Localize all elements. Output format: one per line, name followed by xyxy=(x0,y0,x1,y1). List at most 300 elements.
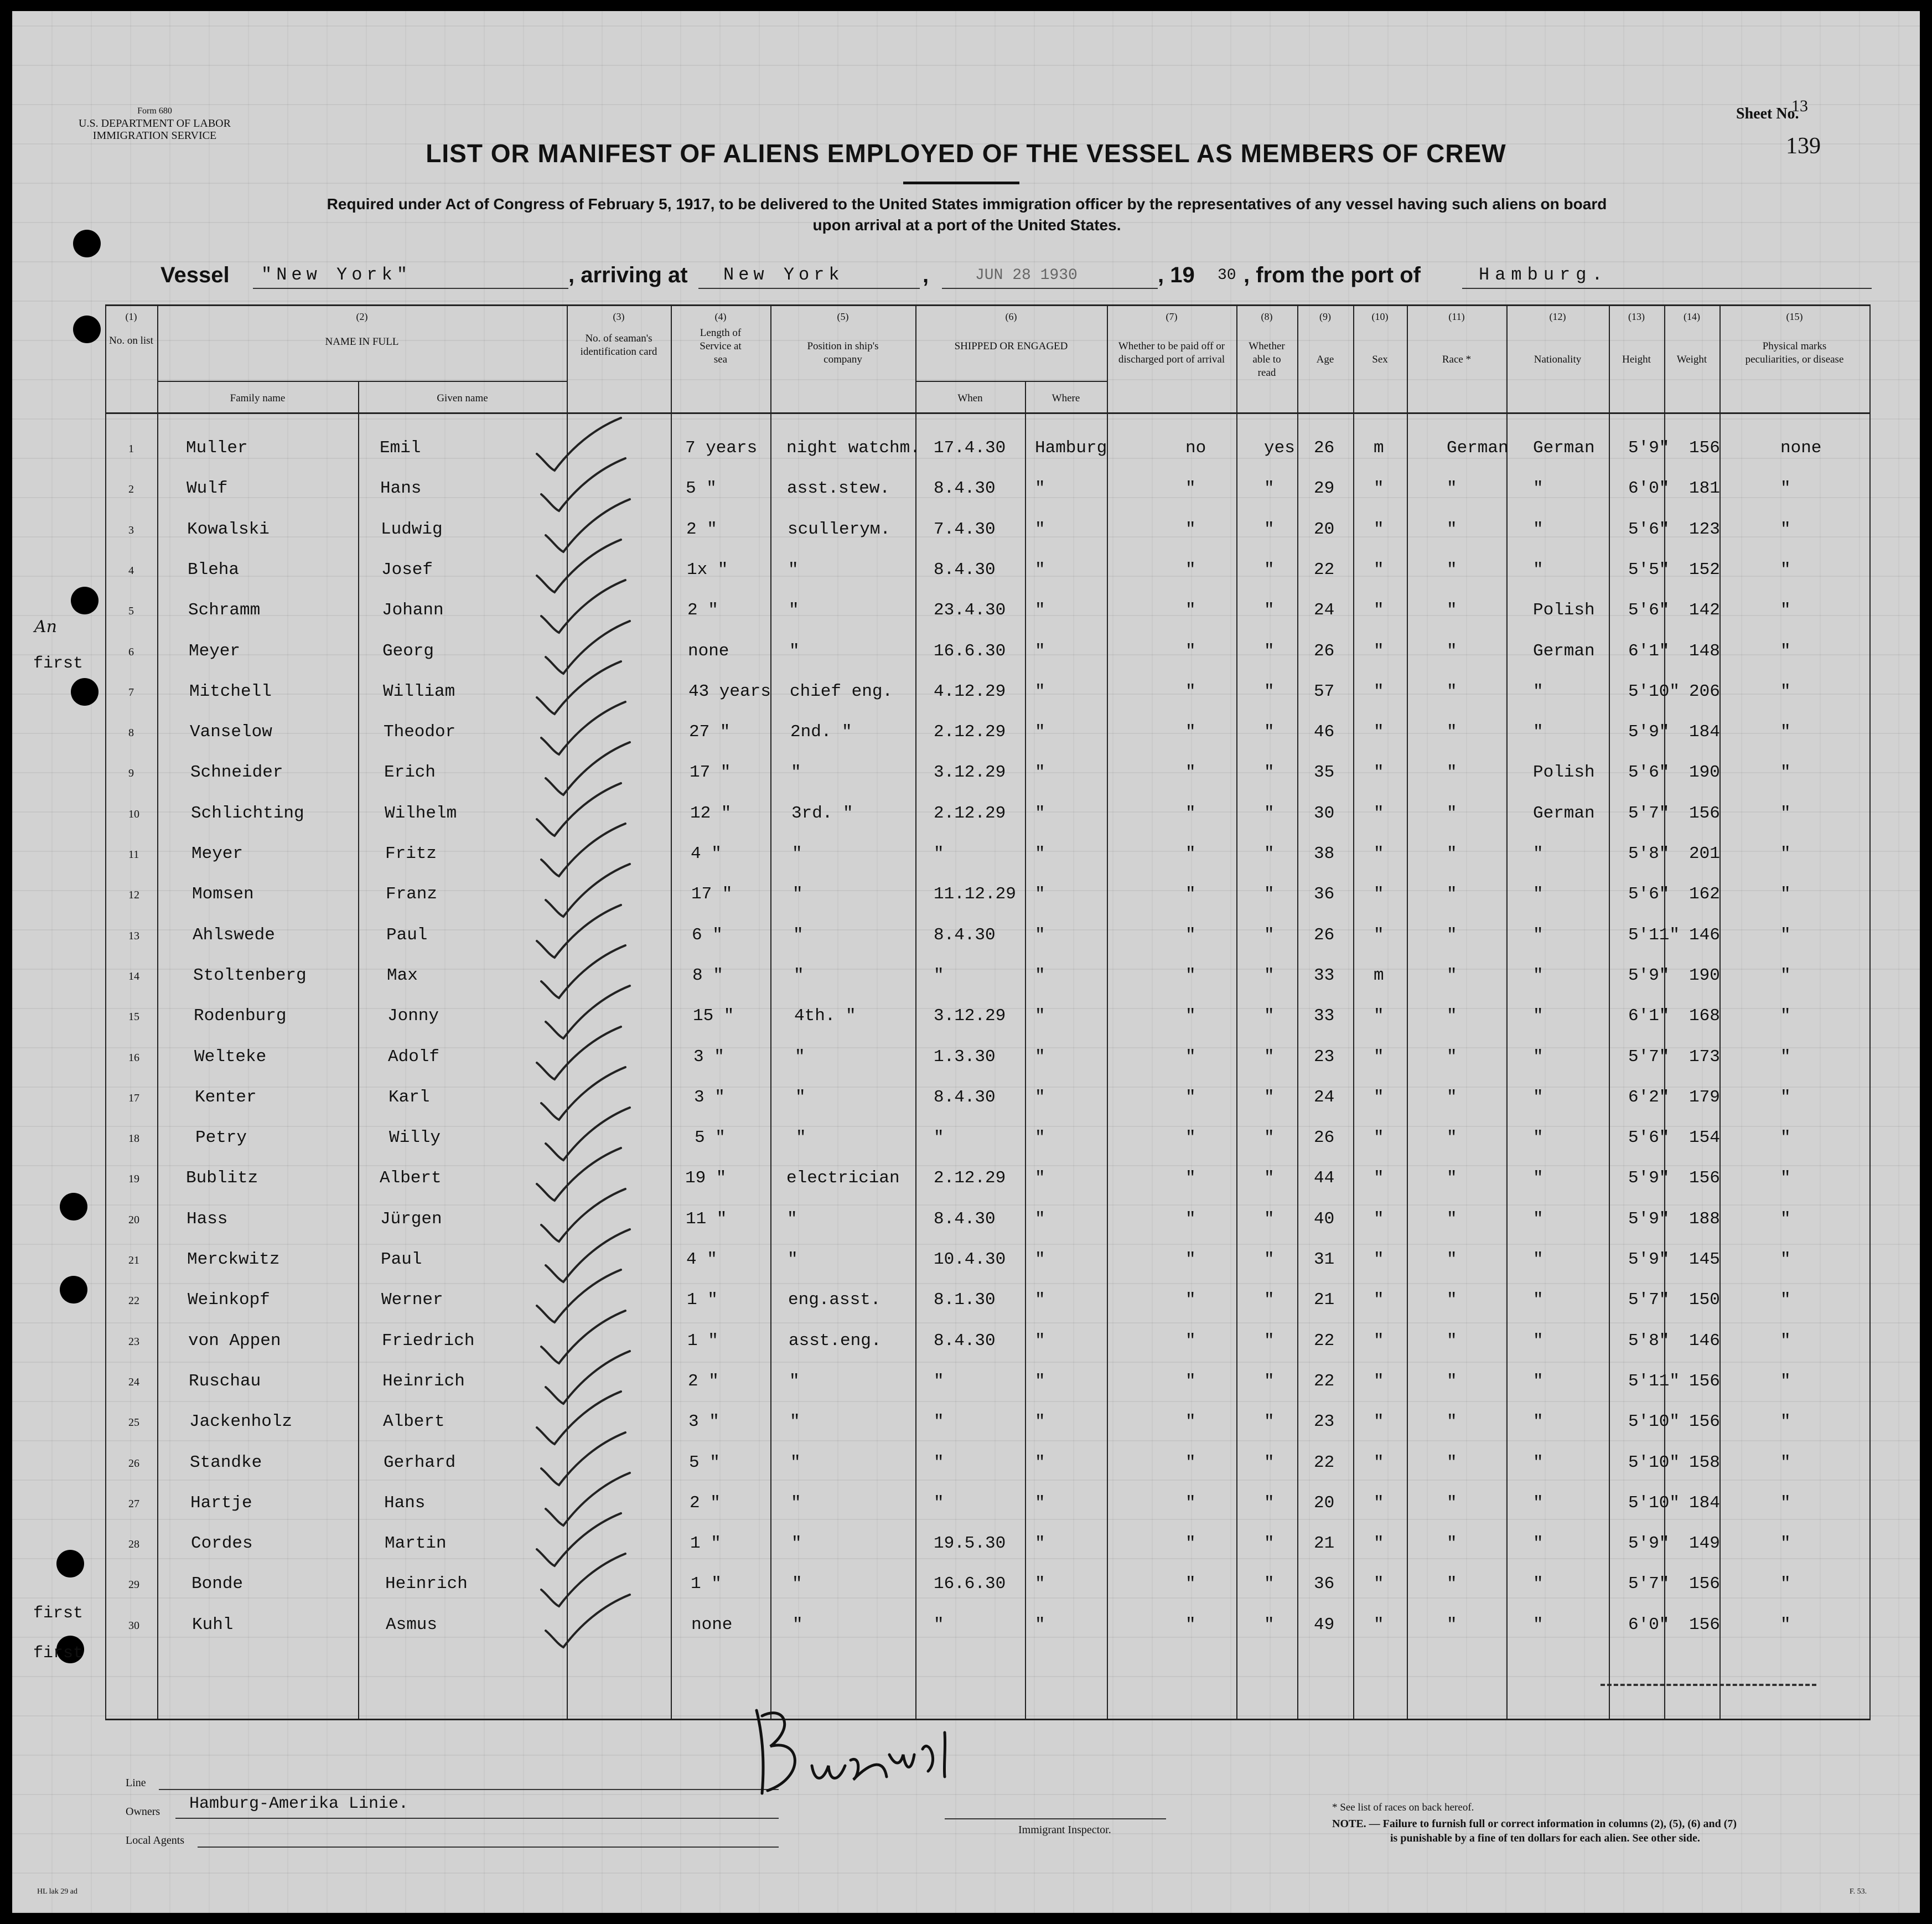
service-length: 5 " xyxy=(689,1452,720,1472)
table-row xyxy=(12,681,1920,721)
row-number: 1 xyxy=(128,443,134,455)
service-length: 17 " xyxy=(691,885,733,904)
table-row xyxy=(12,965,1920,1005)
col8-number: (8) xyxy=(1261,311,1273,322)
nationality: " xyxy=(1533,1412,1543,1432)
row-number: 14 xyxy=(128,970,139,982)
race: " xyxy=(1447,1574,1457,1594)
age: 29 xyxy=(1314,479,1335,499)
col6-header xyxy=(915,310,1107,353)
position: " xyxy=(793,1615,803,1635)
table-row xyxy=(12,1370,1920,1410)
weight: 190 xyxy=(1689,965,1720,985)
paid-off: " xyxy=(1185,803,1196,823)
shipped-when: " xyxy=(934,1615,944,1635)
weight: 162 xyxy=(1689,885,1720,904)
able-to-read: " xyxy=(1264,560,1275,580)
shipped-where: " xyxy=(1035,1290,1045,1310)
row-number: 9 xyxy=(128,767,134,780)
able-to-read: " xyxy=(1264,1574,1275,1594)
sex: " xyxy=(1374,479,1384,499)
given-name: Jürgen xyxy=(380,1209,442,1229)
row-number: 2 xyxy=(128,483,134,496)
row-number: 5 xyxy=(128,605,134,618)
paid-off: " xyxy=(1185,479,1196,499)
position: " xyxy=(788,560,799,580)
able-to-read: " xyxy=(1264,1615,1275,1635)
age: 22 xyxy=(1314,1452,1335,1472)
table-row xyxy=(12,559,1920,599)
col8-header xyxy=(1236,310,1297,380)
height: 5'11" xyxy=(1628,1371,1680,1391)
race: German xyxy=(1447,438,1509,458)
family-name: Schlichting xyxy=(191,803,304,823)
weight: 123 xyxy=(1689,519,1720,539)
physical-marks: " xyxy=(1780,1452,1791,1472)
row-number: 22 xyxy=(128,1295,139,1307)
height: 5'6" xyxy=(1628,885,1670,904)
arrival-comma: , xyxy=(923,263,929,287)
race: " xyxy=(1447,1128,1457,1148)
shipped-where: " xyxy=(1035,1087,1045,1107)
shipped-where: " xyxy=(1035,925,1045,945)
given-name: Albert xyxy=(383,1412,445,1432)
margin-note: An xyxy=(34,617,57,637)
age: 26 xyxy=(1314,438,1335,458)
row-number: 6 xyxy=(128,645,134,658)
year-value: 30 xyxy=(1218,267,1236,284)
row-number: 19 xyxy=(128,1173,139,1186)
age: 26 xyxy=(1314,641,1335,661)
shipped-when: 8.4.30 xyxy=(934,925,996,945)
nationality: " xyxy=(1533,1168,1543,1188)
note-line-2: is punishable by a fine of ten dollars for each alien. See other side. xyxy=(1390,1832,1700,1844)
race: " xyxy=(1447,925,1457,945)
service-length: none xyxy=(691,1615,733,1635)
weight: 184 xyxy=(1689,1493,1720,1513)
age: 21 xyxy=(1314,1290,1335,1310)
shipped-when: " xyxy=(934,844,944,863)
given-name: Erich xyxy=(384,763,436,783)
family-name: Hartje xyxy=(190,1493,252,1513)
family-name: Schramm xyxy=(188,601,261,620)
owners-underline xyxy=(175,1818,779,1819)
sex: " xyxy=(1374,763,1384,783)
table-row xyxy=(12,1452,1920,1492)
sex: " xyxy=(1374,925,1384,945)
shipped-when: " xyxy=(934,1493,944,1513)
shipped-when: 19.5.30 xyxy=(934,1534,1006,1554)
inspector-underline xyxy=(945,1818,1166,1819)
row-number: 15 xyxy=(128,1011,139,1023)
height: 5'9" xyxy=(1628,722,1670,742)
shipped-where: " xyxy=(1035,1371,1045,1391)
nationality: " xyxy=(1533,1574,1543,1594)
paid-off: " xyxy=(1185,1615,1196,1635)
paid-off: " xyxy=(1185,1128,1196,1148)
shipped-when: 16.6.30 xyxy=(934,641,1006,661)
able-to-read: " xyxy=(1264,1087,1275,1107)
given-name: Werner xyxy=(381,1290,443,1310)
able-to-read: " xyxy=(1264,1047,1275,1067)
form-identifier xyxy=(79,105,231,142)
shipped-where: " xyxy=(1035,1128,1045,1148)
shipped-where: " xyxy=(1035,560,1045,580)
race: " xyxy=(1447,1615,1457,1635)
race: " xyxy=(1447,1412,1457,1432)
col8-label: Whether able to read xyxy=(1249,340,1285,379)
position: " xyxy=(794,965,804,985)
given-name: Franz xyxy=(386,885,438,904)
row-number: 23 xyxy=(128,1335,139,1348)
weight: 206 xyxy=(1689,681,1720,701)
shipped-where: " xyxy=(1035,1534,1045,1554)
date-underline xyxy=(942,288,1158,289)
given-name: Friedrich xyxy=(382,1331,475,1351)
race: " xyxy=(1447,965,1457,985)
sex: " xyxy=(1374,1412,1384,1432)
family-name: Weinkopf xyxy=(188,1290,270,1310)
physical-marks: " xyxy=(1780,885,1791,904)
given-name: Paul xyxy=(386,925,428,945)
position: " xyxy=(793,885,803,904)
vessel-label: Vessel xyxy=(160,263,230,287)
position: " xyxy=(791,1493,801,1513)
row-number: 30 xyxy=(128,1619,139,1632)
physical-marks: " xyxy=(1780,1331,1791,1351)
col6-where-header: Where xyxy=(1052,392,1080,404)
shipped-where: " xyxy=(1035,1452,1045,1472)
sex: " xyxy=(1374,1006,1384,1026)
row-number: 29 xyxy=(128,1579,139,1591)
col12-header xyxy=(1506,310,1609,366)
col6-when-header: When xyxy=(957,392,983,404)
service-length: 6 " xyxy=(692,925,723,945)
name-split-rule xyxy=(157,381,567,382)
given-name: Asmus xyxy=(386,1615,438,1635)
col7-header xyxy=(1107,310,1236,366)
weight: 190 xyxy=(1689,763,1720,783)
physical-marks: " xyxy=(1780,965,1791,985)
page-stamp: 139 xyxy=(1786,133,1821,159)
sex: " xyxy=(1374,1168,1384,1188)
physical-marks: " xyxy=(1780,1574,1791,1594)
shipped-when: 2.12.29 xyxy=(934,803,1006,823)
physical-marks: " xyxy=(1780,641,1791,661)
shipped-where: Hamburg xyxy=(1035,438,1107,458)
table-top-rule xyxy=(105,304,1871,306)
shipped-when: 8.4.30 xyxy=(934,479,996,499)
sex: " xyxy=(1374,601,1384,620)
table-bottom-rule xyxy=(105,1719,1871,1720)
able-to-read: " xyxy=(1264,965,1275,985)
sex: " xyxy=(1374,1574,1384,1594)
race: " xyxy=(1447,1209,1457,1229)
height: 5'10" xyxy=(1628,1493,1680,1513)
shipped-when: 8.4.30 xyxy=(934,1209,996,1229)
able-to-read: " xyxy=(1264,722,1275,742)
physical-marks: " xyxy=(1780,560,1791,580)
family-name: Ahlswede xyxy=(193,925,275,945)
race: " xyxy=(1447,641,1457,661)
row-number: 24 xyxy=(128,1375,139,1388)
physical-marks: " xyxy=(1780,601,1791,620)
row-number: 3 xyxy=(128,524,134,536)
nationality: Polish xyxy=(1533,763,1595,783)
table-end-dashes xyxy=(1600,1684,1816,1686)
height: 5'6" xyxy=(1628,519,1670,539)
position: " xyxy=(788,1250,798,1269)
race: " xyxy=(1447,844,1457,863)
family-name: Merckwitz xyxy=(187,1250,280,1269)
able-to-read: " xyxy=(1264,1371,1275,1391)
height: 5'7" xyxy=(1628,1290,1670,1310)
sex: " xyxy=(1374,844,1384,863)
service-length: 15 " xyxy=(693,1006,734,1026)
shipped-where: " xyxy=(1035,1250,1045,1269)
shipped-where: " xyxy=(1035,1168,1045,1188)
given-name: Theodor xyxy=(384,722,456,742)
col2-family-header: Family name xyxy=(230,392,286,404)
physical-marks: " xyxy=(1780,1168,1791,1188)
shipped-where: " xyxy=(1035,519,1045,539)
family-name: Bleha xyxy=(188,560,240,580)
paid-off: " xyxy=(1185,681,1196,701)
family-name: Kowalski xyxy=(187,519,270,539)
service-length: 1 " xyxy=(687,1290,718,1310)
paid-off: " xyxy=(1185,560,1196,580)
weight: 181 xyxy=(1689,479,1720,499)
inspector-signature xyxy=(745,1694,978,1810)
shipped-when: 3.12.29 xyxy=(934,763,1006,783)
department-name: U.S. DEPARTMENT OF LABOR xyxy=(79,117,231,130)
service-length: 5 " xyxy=(695,1128,726,1148)
table-row xyxy=(12,1289,1920,1329)
height: 5'5" xyxy=(1628,560,1670,580)
weight: 156 xyxy=(1689,1412,1720,1432)
physical-marks: " xyxy=(1780,479,1791,499)
paid-off: " xyxy=(1185,1452,1196,1472)
col4-number: (4) xyxy=(714,311,727,322)
weight: 184 xyxy=(1689,722,1720,742)
able-to-read: " xyxy=(1264,1452,1275,1472)
given-name: Hans xyxy=(380,479,422,499)
table-row xyxy=(12,1573,1920,1613)
table-row xyxy=(12,1087,1920,1126)
able-to-read: " xyxy=(1264,1168,1275,1188)
page-title: LIST OR MANIFEST OF ALIENS EMPLOYED OF THE VESSEL AS MEMBERS OF CREW xyxy=(426,139,1506,168)
nationality: " xyxy=(1533,1493,1543,1513)
col10-header xyxy=(1353,310,1407,366)
position: " xyxy=(795,1087,806,1107)
col10-label: Sex xyxy=(1372,354,1388,365)
shipped-where: " xyxy=(1035,965,1045,985)
physical-marks: " xyxy=(1780,1290,1791,1310)
age: 33 xyxy=(1314,965,1335,985)
col4-header xyxy=(671,310,770,366)
shipped-when: 2.12.29 xyxy=(934,1168,1006,1188)
col9-header xyxy=(1297,310,1353,366)
shipped-when: 8.1.30 xyxy=(934,1290,996,1310)
paid-off: " xyxy=(1185,1006,1196,1026)
paid-off: " xyxy=(1185,925,1196,945)
shipped-when: 8.4.30 xyxy=(934,560,996,580)
nationality: " xyxy=(1533,479,1543,499)
col5-header xyxy=(770,310,915,366)
family-name: Rodenburg xyxy=(194,1006,287,1026)
nationality: Polish xyxy=(1533,601,1595,620)
col1-number: (1) xyxy=(125,311,137,322)
local-agents-label: Local Agents xyxy=(126,1834,185,1847)
able-to-read: " xyxy=(1264,479,1275,499)
position: 2nd. " xyxy=(790,722,852,742)
table-row xyxy=(12,1167,1920,1207)
sex: " xyxy=(1374,681,1384,701)
position: " xyxy=(795,1047,805,1067)
col13-label: Height xyxy=(1622,354,1651,365)
table-row xyxy=(12,1127,1920,1167)
sex: " xyxy=(1374,1534,1384,1554)
sex: " xyxy=(1374,641,1384,661)
col11-header xyxy=(1407,310,1506,366)
age: 31 xyxy=(1314,1250,1335,1269)
shipped-where: " xyxy=(1035,1047,1045,1067)
service-length: 17 " xyxy=(690,763,731,783)
table-row xyxy=(12,843,1920,883)
able-to-read: " xyxy=(1264,1250,1275,1269)
height: 6'1" xyxy=(1628,641,1670,661)
row-number: 18 xyxy=(128,1132,139,1145)
able-to-read: " xyxy=(1264,601,1275,620)
age: 40 xyxy=(1314,1209,1335,1229)
paid-off: " xyxy=(1185,601,1196,620)
race: " xyxy=(1447,1006,1457,1026)
able-to-read: " xyxy=(1264,1209,1275,1229)
table-row xyxy=(12,762,1920,801)
race: " xyxy=(1447,1290,1457,1310)
year-label: , 19 xyxy=(1158,263,1195,287)
nationality: " xyxy=(1533,1250,1543,1269)
age: 36 xyxy=(1314,885,1335,904)
able-to-read: " xyxy=(1264,885,1275,904)
service-length: 4 " xyxy=(686,1250,717,1269)
position: " xyxy=(791,1534,802,1554)
race: " xyxy=(1447,479,1457,499)
col7-number: (7) xyxy=(1166,311,1178,322)
shipped-where: " xyxy=(1035,844,1045,863)
col7-label: Whether to be paid off or discharged port of arrival xyxy=(1118,340,1225,365)
able-to-read: " xyxy=(1264,803,1275,823)
shipped-where: " xyxy=(1035,1331,1045,1351)
shipped-when: 1.3.30 xyxy=(934,1047,996,1067)
sheet-label: Sheet No. xyxy=(1736,105,1799,122)
table-row xyxy=(12,599,1920,639)
weight: 168 xyxy=(1689,1006,1720,1026)
height: 5'7" xyxy=(1628,803,1670,823)
paid-off: " xyxy=(1185,1534,1196,1554)
shipped-where: " xyxy=(1035,803,1045,823)
shipped-when: 7.4.30 xyxy=(934,519,996,539)
col2-given-header: Given name xyxy=(437,392,488,404)
sex: " xyxy=(1374,1290,1384,1310)
weight: 156 xyxy=(1689,438,1720,458)
family-name: Bonde xyxy=(191,1574,244,1594)
weight: 173 xyxy=(1689,1047,1720,1067)
given-name: Martin xyxy=(385,1534,447,1554)
subtitle xyxy=(151,194,1783,236)
row-number: 28 xyxy=(128,1538,139,1551)
position: " xyxy=(793,925,804,945)
weight: 156 xyxy=(1689,1615,1720,1635)
header-bottom-rule xyxy=(105,412,1871,414)
height: 5'6" xyxy=(1628,1128,1670,1148)
row-number: 12 xyxy=(128,889,139,902)
position: " xyxy=(790,1412,800,1432)
height: 5'9" xyxy=(1628,1534,1670,1554)
age: 46 xyxy=(1314,722,1335,742)
able-to-read: " xyxy=(1264,681,1275,701)
service-length: 3 " xyxy=(694,1087,725,1107)
age: 33 xyxy=(1314,1006,1335,1026)
nationality: German xyxy=(1533,641,1595,661)
race: " xyxy=(1447,1331,1457,1351)
position: asst.eng. xyxy=(789,1331,882,1351)
paid-off: " xyxy=(1185,1574,1196,1594)
race: " xyxy=(1447,1087,1457,1107)
family-name: Jackenholz xyxy=(189,1412,293,1432)
row-number: 13 xyxy=(128,929,139,942)
family-name: Petry xyxy=(195,1128,247,1148)
nationality: " xyxy=(1533,925,1543,945)
nationality: " xyxy=(1533,885,1543,904)
shipped-when: 10.4.30 xyxy=(934,1250,1006,1269)
shipped-where: " xyxy=(1035,763,1045,783)
nationality: " xyxy=(1533,681,1543,701)
able-to-read: " xyxy=(1264,519,1275,539)
able-to-read: " xyxy=(1264,641,1275,661)
row-number: 10 xyxy=(128,808,139,820)
race: " xyxy=(1447,1452,1457,1472)
service-length: 11 " xyxy=(686,1209,727,1229)
given-name: Wilhelm xyxy=(385,803,457,823)
service-length: 4 " xyxy=(691,844,722,863)
height: 5'7" xyxy=(1628,1047,1670,1067)
col15-label: Physical marks peculiarities, or disease xyxy=(1745,340,1844,365)
family-name: Kenter xyxy=(195,1087,257,1107)
given-name: Heinrich xyxy=(385,1574,468,1594)
service-length: 8 " xyxy=(692,965,723,985)
shipped-where: " xyxy=(1035,681,1045,701)
given-name: Johann xyxy=(382,601,444,620)
shipped-when: 11.12.29 xyxy=(934,885,1016,904)
position: asst.stew. xyxy=(787,479,890,499)
arrival-port: New York xyxy=(723,265,844,285)
race: " xyxy=(1447,1250,1457,1269)
weight: 148 xyxy=(1689,641,1720,661)
sex: " xyxy=(1374,1128,1384,1148)
col15-header xyxy=(1719,310,1869,366)
table-row xyxy=(12,721,1920,761)
shipped-where: " xyxy=(1035,722,1045,742)
paid-off: " xyxy=(1185,1371,1196,1391)
table-row xyxy=(12,519,1920,558)
table-row xyxy=(12,1614,1920,1654)
weight: 149 xyxy=(1689,1534,1720,1554)
race: " xyxy=(1447,763,1457,783)
weight: 156 xyxy=(1689,1168,1720,1188)
service-length: 7 years xyxy=(685,438,758,458)
physical-marks: " xyxy=(1780,1493,1791,1513)
